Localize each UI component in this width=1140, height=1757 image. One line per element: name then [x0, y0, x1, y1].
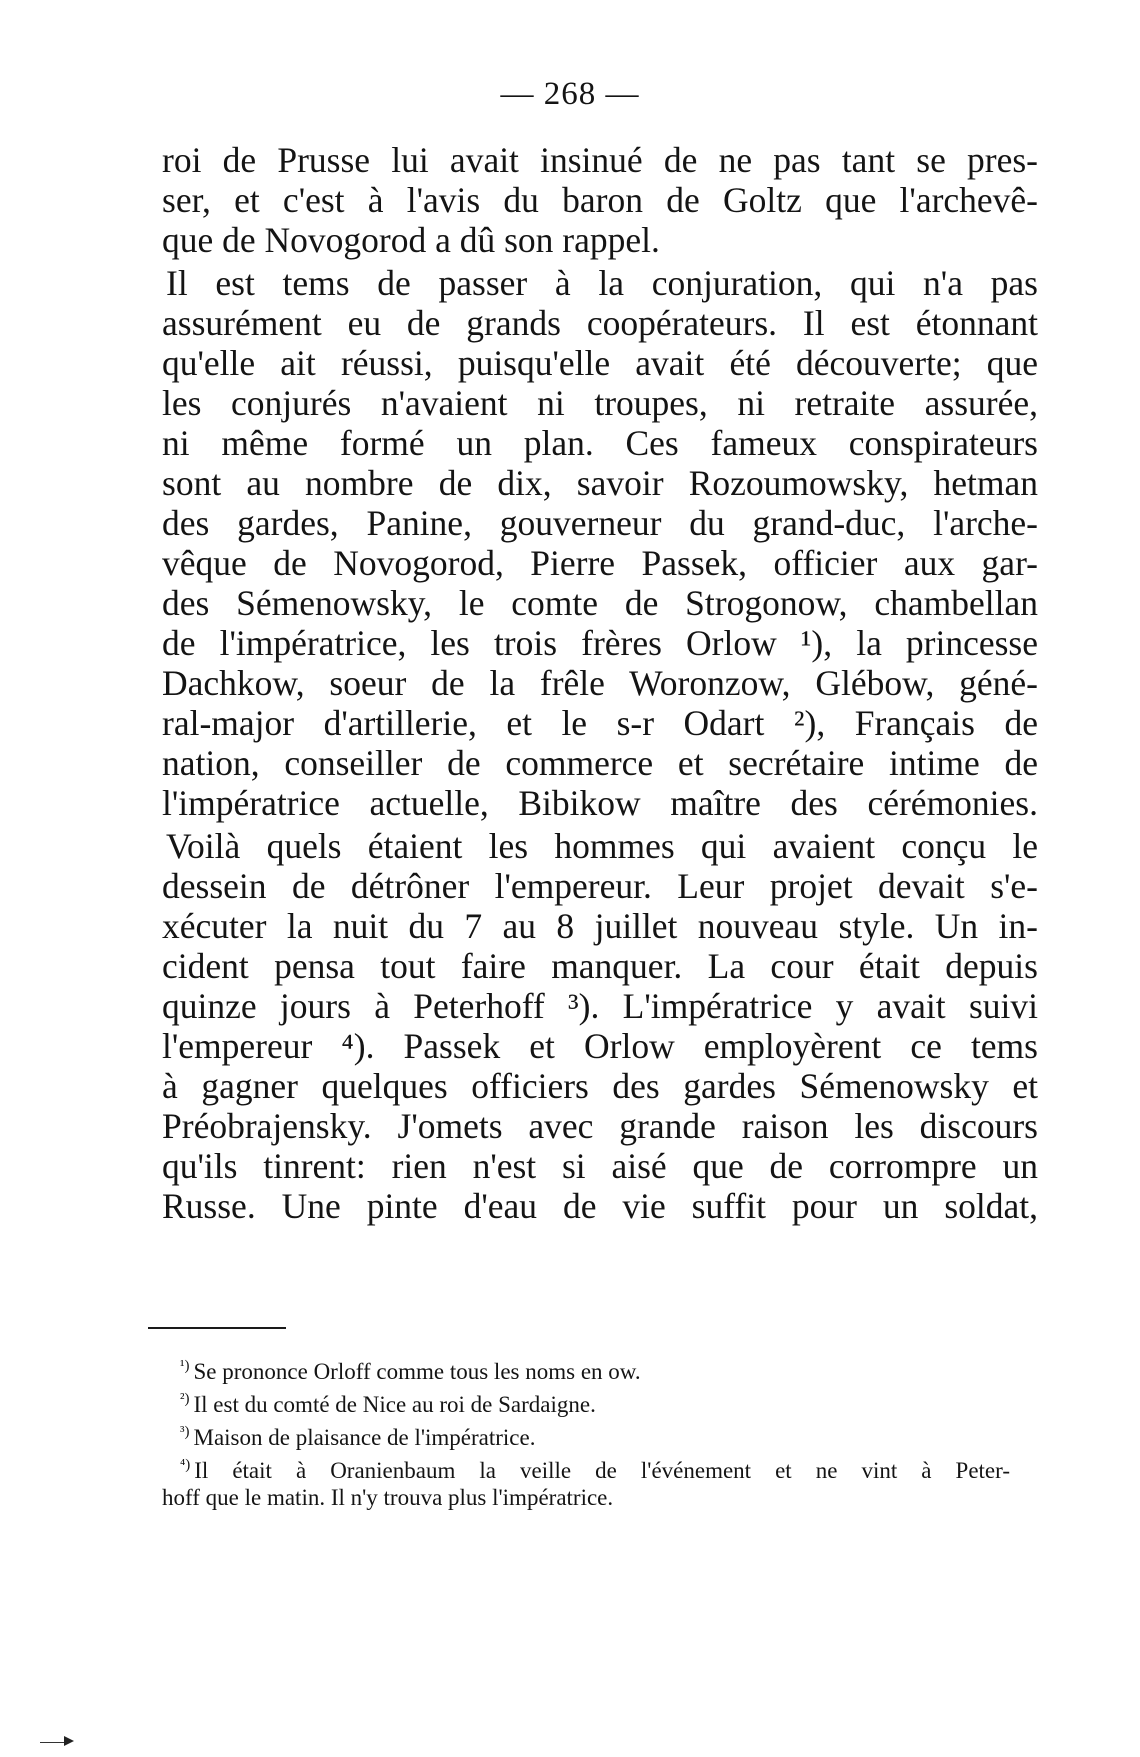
text-line: ser, et c'est à l'avis du baron de Goltz que l'archevê- — [162, 180, 1038, 220]
footnote-mark: ¹) — [180, 1358, 190, 1374]
text-line: nation, conseiller de commerce et secrétaire intime de — [162, 743, 1038, 783]
text-line: qu'elle ait réussi, puisqu'elle avait été découverte; que — [162, 343, 1038, 383]
footnote-text: hoff que le matin. Il n'y trouva plus l'impératrice. — [162, 1485, 614, 1510]
text-line: cident pensa tout faire manquer. La cour était depuis — [162, 946, 1038, 986]
text-line: Dachkow, soeur de la frêle Woronzow, Glébow, géné- — [162, 663, 1038, 703]
footnote-mark: ³) — [180, 1424, 190, 1440]
text-line: Il est tems de passer à la conjuration, qui n'a pas — [166, 263, 1038, 303]
text-line: l'impératrice actuelle, Bibikow maître des cérémonies. — [162, 783, 1038, 823]
footnote — [180, 1418, 535, 1452]
footnote-divider — [148, 1327, 286, 1329]
text-line: des gardes, Panine, gouverneur du grand-duc, l'arche- — [162, 503, 1038, 543]
footnote-text: Il est du comté de Nice au roi de Sardaigne. — [193, 1392, 596, 1417]
footnote-mark: ²) — [180, 1391, 190, 1407]
text-line: ni même formé un plan. Ces fameux conspirateurs — [162, 423, 1038, 463]
footnote — [180, 1385, 596, 1419]
text-line: xécuter la nuit du 7 au 8 juillet nouveau style. Un in- — [162, 906, 1038, 946]
footnote — [180, 1352, 641, 1386]
text-line: qu'ils tinrent: rien n'est si aisé que de corrompre un — [162, 1146, 1038, 1186]
text-line: Voilà quels étaient les hommes qui avaient conçu le — [166, 826, 1038, 866]
footnote-mark: ⁴) — [180, 1457, 191, 1473]
text-line: des Sémenowsky, le comte de Strogonow, chambellan — [162, 583, 1038, 623]
text-line: dessein de détrôner l'empereur. Leur projet devait s'e- — [162, 866, 1038, 906]
text-line: ral-major d'artillerie, et le s-r Odart ²), Français de — [162, 703, 1038, 743]
text-line: Russe. Une pinte d'eau de vie suffit pour un soldat, — [162, 1186, 1038, 1226]
page-number: — 268 — — [500, 76, 640, 112]
text-line: de l'impératrice, les trois frères Orlow ¹), la princesse — [162, 623, 1038, 663]
text-line: Préobrajensky. J'omets avec grande raison les discours — [162, 1106, 1038, 1146]
arrow-icon — [64, 1736, 74, 1746]
footnote-text: Il était à Oranienbaum la veille de l'événement et ne vint à Peter- — [194, 1458, 1010, 1483]
footnote-text: Maison de plaisance de l'impératrice. — [193, 1425, 536, 1450]
text-line: les conjurés n'avaient ni troupes, ni retraite assurée, — [162, 383, 1038, 423]
footnote-text: Se prononce Orloff comme tous les noms en ow. — [193, 1359, 641, 1384]
text-line: à gagner quelques officiers des gardes Sémenowsky et — [162, 1066, 1038, 1106]
footnote-continuation — [162, 1484, 613, 1512]
text-line: vêque de Novogorod, Pierre Passek, officier aux gar- — [162, 543, 1038, 583]
text-line: assurément eu de grands coopérateurs. Il est étonnant — [162, 303, 1038, 343]
text-line: l'empereur ⁴). Passek et Orlow employèrent ce tems — [162, 1026, 1038, 1066]
footnote — [180, 1451, 1010, 1485]
text-line: roi de Prusse lui avait insinué de ne pas tant se pres- — [162, 140, 1038, 180]
text-line: que de Novogorod a dû son rappel. — [162, 220, 660, 260]
text-line: quinze jours à Peterhoff ³). L'impératrice y avait suivi — [162, 986, 1038, 1026]
text-line: sont au nombre de dix, savoir Rozoumowsky, hetman — [162, 463, 1038, 503]
